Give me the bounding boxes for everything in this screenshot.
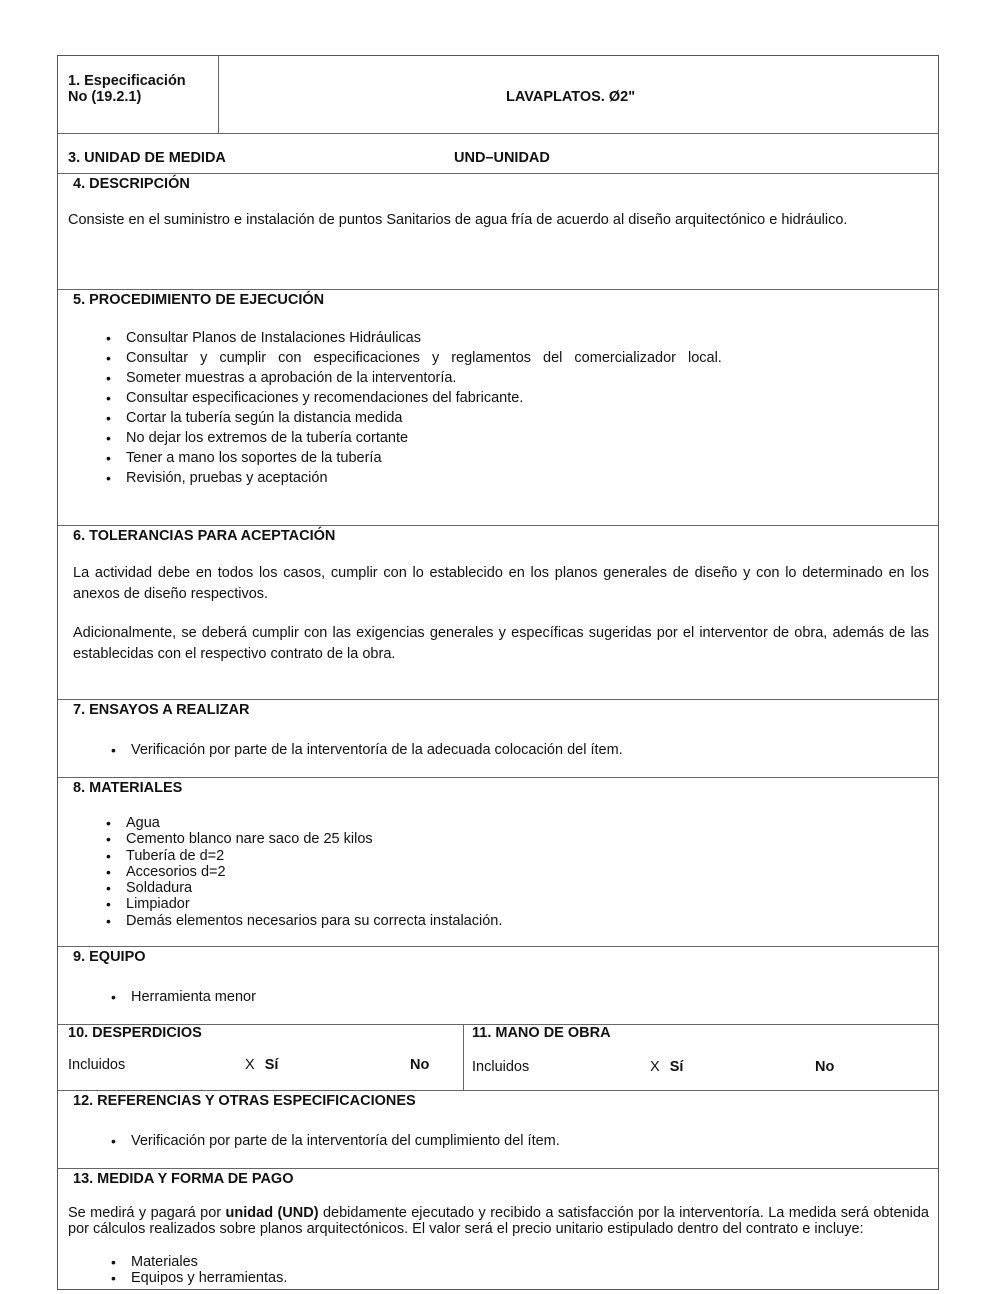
- waste-heading: 10. DESPERDICIOS: [68, 1025, 202, 1041]
- payment-heading: 13. MEDIDA Y FORMA DE PAGO: [73, 1171, 294, 1187]
- references-section: [58, 1091, 938, 1169]
- tolerances-section: [58, 526, 938, 700]
- spec-title: LAVAPLATOS. Ø2": [506, 89, 636, 105]
- labor-yes-option[interactable]: [650, 1059, 683, 1075]
- equipment-section: [58, 947, 938, 1025]
- header-divider: [218, 56, 219, 133]
- procedure-item: • Consultar Planos de Instalaciones Hidráulicas: [68, 328, 722, 348]
- payment-text-bold: unidad (UND): [225, 1205, 319, 1221]
- labor-heading: 11. MANO DE OBRA: [472, 1025, 611, 1041]
- payment-list: [73, 1254, 287, 1287]
- payment-text-after: debidamente ejecutado y recibido a satisfacción por la interventoría. La medida será obtenida por cálculos realizados sobre planos arquitectónicos. El valor será el precio unitario estipulado dentro del contrato e incluye:: [68, 1205, 929, 1238]
- waste-yes-mark: X: [245, 1057, 255, 1073]
- materials-section: [58, 778, 938, 947]
- labor-included-label: Incluidos: [472, 1059, 530, 1075]
- labor-no-option[interactable]: No: [815, 1059, 835, 1075]
- description-text: Consiste en el suministro e instalación de puntos Sanitarios de agua fría de acuerdo al diseño arquitectónico e hidráulico.: [68, 212, 848, 228]
- equipment-list: [73, 987, 256, 1007]
- materials-item: • Tubería de d=2: [68, 848, 502, 864]
- materials-item: • Demás elementos necesarios para su correcta instalación.: [68, 913, 502, 929]
- references-item: • Verificación por parte de la interventoría del cumplimiento del ítem.: [73, 1131, 560, 1151]
- specification-sheet: [57, 55, 939, 1290]
- procedure-section: [58, 290, 938, 526]
- payment-item: • Equipos y herramientas.: [73, 1270, 287, 1286]
- description-heading: 4. DESCRIPCIÓN: [73, 176, 190, 192]
- unit-label: 3. UNIDAD DE MEDIDA: [68, 150, 226, 166]
- tolerances-paragraph-1: La actividad debe en todos los casos, cumplir con lo establecido en los planos generales de diseño y con lo determinado en los anexos de diseño respectivos.: [73, 565, 929, 602]
- procedure-item: • No dejar los extremos de la tubería cortante: [68, 428, 722, 448]
- payment-section: [58, 1169, 938, 1289]
- procedure-item: • Consultar y cumplir con especificaciones y reglamentos del comercializador local.: [68, 348, 722, 368]
- materials-item: • Accesorios d=2: [68, 864, 502, 880]
- equipment-heading: 9. EQUIPO: [73, 949, 146, 965]
- materials-item: • Cemento blanco nare saco de 25 kilos: [68, 831, 502, 847]
- materials-list: [68, 815, 502, 929]
- procedure-item: • Revisión, pruebas y aceptación: [68, 468, 722, 488]
- references-list: [73, 1131, 560, 1151]
- procedure-heading: 5. PROCEDIMIENTO DE EJECUCIÓN: [73, 292, 325, 308]
- materials-item: • Agua: [68, 815, 502, 831]
- procedure-list: [68, 328, 722, 488]
- equipment-item: • Herramienta menor: [73, 987, 256, 1007]
- waste-included-label: Incluidos: [68, 1057, 126, 1073]
- payment-text: [68, 1205, 929, 1238]
- tolerances-paragraph-2: Adicionalmente, se deberá cumplir con las exigencias generales y específicas sugeridas por el interventor de obra, además de las establecidas con el respectivo contrato de la obra.: [73, 625, 929, 662]
- spec-label-line2: No (19.2.1): [68, 89, 142, 105]
- references-heading: 12. REFERENCIAS Y OTRAS ESPECIFICACIONES: [73, 1093, 416, 1109]
- tests-item: • Verificación por parte de la interventoría de la adecuada colocación del ítem.: [73, 740, 623, 760]
- spec-number-label: [68, 73, 186, 105]
- payment-item: • Materiales: [73, 1254, 287, 1270]
- waste-yes-label: Sí: [264, 1057, 279, 1073]
- procedure-item: • Cortar la tubería según la distancia medida: [68, 408, 722, 428]
- spec-label-line1: 1. Especificación: [68, 73, 186, 89]
- waste-no-option[interactable]: No: [410, 1057, 430, 1073]
- waste-labor-row: [58, 1025, 938, 1091]
- unit-row: [58, 134, 938, 174]
- waste-labor-divider: [463, 1025, 464, 1090]
- materials-heading: 8. MATERIALES: [73, 780, 183, 796]
- procedure-item: • Consultar especificaciones y recomendaciones del fabricante.: [68, 388, 722, 408]
- labor-yes-label: Sí: [669, 1059, 684, 1075]
- materials-item: • Soldadura: [68, 880, 502, 896]
- payment-text-before: Se medirá y pagará por: [68, 1205, 226, 1221]
- tests-list: [73, 740, 623, 760]
- waste-yes-option[interactable]: [245, 1057, 278, 1073]
- unit-value: UND–UNIDAD: [454, 150, 550, 166]
- procedure-item: • Someter muestras a aprobación de la interventoría.: [68, 368, 722, 388]
- tests-section: [58, 700, 938, 778]
- tolerances-heading: 6. TOLERANCIAS PARA ACEPTACIÓN: [73, 528, 336, 544]
- labor-yes-mark: X: [650, 1059, 660, 1075]
- spec-header-row: [58, 56, 938, 134]
- procedure-item: • Tener a mano los soportes de la tubería: [68, 448, 722, 468]
- tests-heading: 7. ENSAYOS A REALIZAR: [73, 702, 250, 718]
- materials-item: • Limpiador: [68, 896, 502, 912]
- description-section: [58, 174, 938, 290]
